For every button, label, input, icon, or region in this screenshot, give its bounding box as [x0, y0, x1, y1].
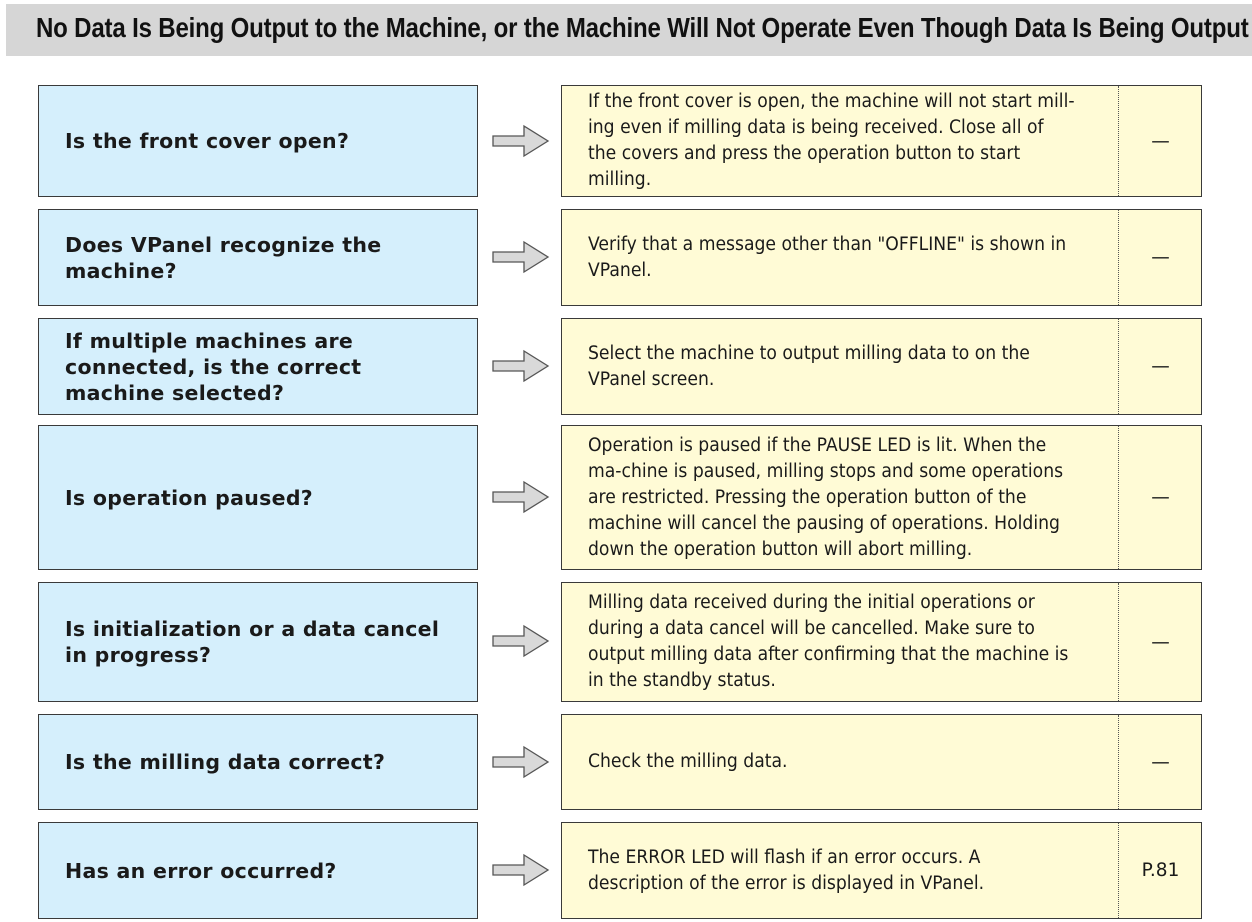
question-text: Has an error occurred?: [65, 858, 337, 883]
dotted-divider: [1118, 86, 1119, 196]
troubleshooting-row: [0, 714, 1252, 810]
answer-box: [561, 85, 1202, 197]
page-reference: —: [1151, 247, 1170, 268]
page-reference: —: [1151, 487, 1170, 508]
dotted-divider: [1118, 210, 1119, 305]
question-box: [38, 582, 478, 702]
troubleshooting-row: [0, 425, 1252, 570]
answer-box: [561, 209, 1202, 306]
answer-text: Check the milling data.: [588, 751, 788, 772]
question-box: [38, 822, 478, 919]
answer-text: If the front cover is open, the machine will not start mill-ing even if milling data is being received. Close all of the covers and press the operation button to start milling.: [588, 91, 1075, 190]
question-text: Is the milling data correct?: [65, 750, 386, 774]
answer-text: Operation is paused if the PAUSE LED is lit. When the ma-chine is paused, milling stops and some operations are restricted. Pressing the operation button of the machine will cancel the pausing of operations. Holding down the operation button will abort milling.: [588, 434, 1064, 560]
question-text: Is initialization or a data cancel in progress?: [65, 617, 440, 667]
answer-box: [561, 425, 1202, 570]
right-arrow-icon: [492, 349, 550, 383]
right-arrow-icon: [492, 745, 550, 779]
page-reference: P.81: [1141, 860, 1180, 881]
question-box: [38, 318, 478, 415]
answer-box: [561, 714, 1202, 810]
right-arrow-icon: [492, 624, 550, 658]
question-text: If multiple machines are connected, is the correct machine selected?: [65, 328, 362, 405]
question-text: Is operation paused?: [65, 485, 313, 510]
answer-text: The ERROR LED will flash if an error occurs. A description of the error is displayed in VPanel.: [588, 846, 985, 894]
page-title: No Data Is Being Output to the Machine, or the Machine Will Not Operate Even Though Data Is Being Output: [36, 12, 1249, 43]
question-text: Is the front cover open?: [65, 129, 350, 153]
question-box: [38, 85, 478, 197]
dotted-divider: [1118, 319, 1119, 414]
troubleshooting-row: [0, 209, 1252, 306]
right-arrow-icon: [492, 853, 550, 887]
question-box: [38, 209, 478, 306]
troubleshooting-row: [0, 822, 1252, 919]
right-arrow-icon: [492, 240, 550, 274]
answer-box: [561, 822, 1202, 919]
answer-text: Select the machine to output milling data to on the VPanel screen.: [588, 342, 1030, 390]
page-reference: —: [1151, 631, 1170, 653]
dotted-divider: [1118, 426, 1119, 569]
page-reference: —: [1151, 356, 1170, 377]
question-box: [38, 714, 478, 810]
page-reference: —: [1151, 751, 1170, 773]
question-box: [38, 425, 478, 570]
dotted-divider: [1118, 715, 1119, 809]
troubleshooting-row: [0, 318, 1252, 415]
page-reference: —: [1151, 130, 1170, 152]
dotted-divider: [1118, 583, 1119, 701]
dotted-divider: [1118, 823, 1119, 918]
answer-box: [561, 318, 1202, 415]
title-bar: [6, 4, 1252, 56]
troubleshooting-row: [0, 582, 1252, 702]
right-arrow-icon: [492, 124, 550, 158]
answer-text: Milling data received during the initial operations or during a data cancel will be cancelled. Make sure to output milling data after confirming that the machine is in the standby status.: [588, 592, 1069, 691]
question-text: Does VPanel recognize the machine?: [65, 232, 382, 283]
right-arrow-icon: [492, 480, 550, 514]
answer-text: Verify that a message other than "OFFLINE" is shown in VPanel.: [588, 233, 1067, 281]
troubleshooting-row: [0, 85, 1252, 197]
answer-box: [561, 582, 1202, 702]
